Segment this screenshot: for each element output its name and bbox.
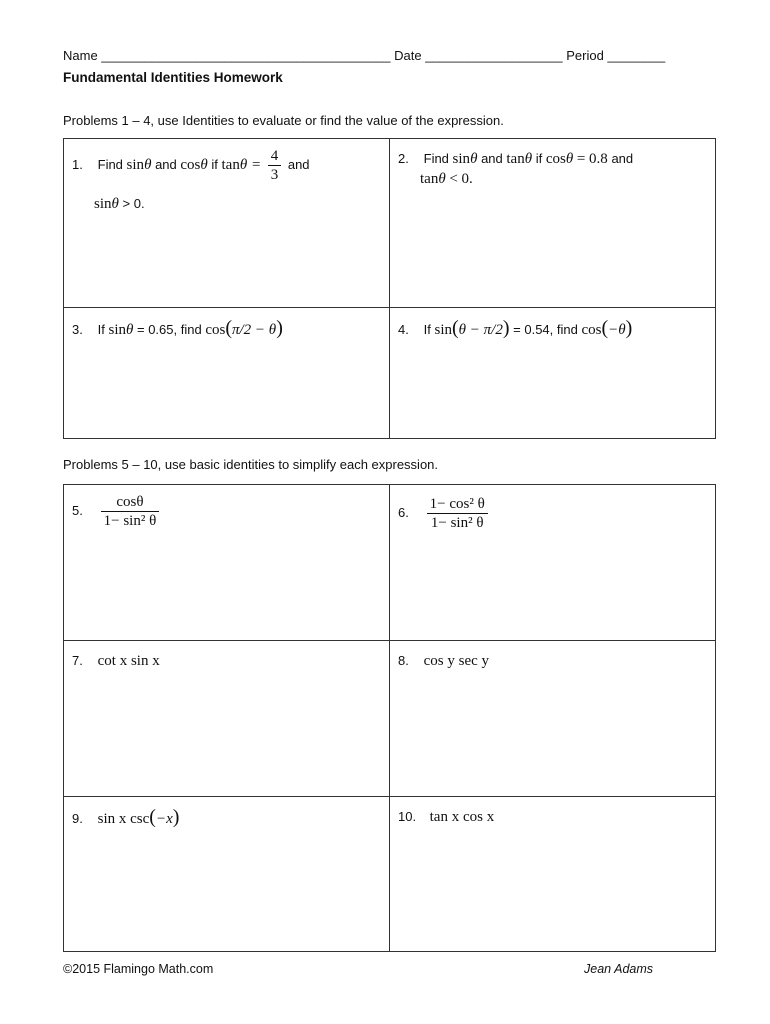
date-blank[interactable]: ___________________ — [425, 48, 563, 63]
period-label: Period — [566, 48, 604, 63]
problem-2-number: 2. — [398, 151, 409, 166]
problem-4-cell — [390, 308, 716, 439]
problem-2-tan: tan — [506, 151, 525, 167]
problem-9-argument: −x — [155, 811, 173, 827]
problem-5-denominator: 1− sin² θ — [103, 513, 157, 529]
author-name: Jean Adams — [584, 962, 654, 976]
copyright-text: ©2015 Flamingo Math.com — [63, 962, 214, 976]
problem-1-sin: sin — [126, 156, 145, 173]
problem-6-fraction — [427, 495, 488, 532]
problem-6-number: 6. — [398, 504, 409, 520]
problem-7-number: 7. — [72, 653, 83, 668]
problem-4-rparen-2: ) — [625, 317, 633, 339]
problem-3-number: 3. — [72, 322, 83, 337]
problem-2-sin: sin — [452, 151, 471, 167]
problem-10-cell — [390, 797, 716, 952]
name-label: Name — [63, 48, 98, 63]
problem-1-if: if — [211, 156, 218, 172]
problem-1-tan: tan — [221, 156, 240, 173]
problem-2-theta-2: θ — [524, 151, 533, 167]
problem-1-theta-eq: θ = — [239, 156, 262, 173]
problem-3-lparen: ( — [225, 317, 232, 339]
fraction-numerator: 4 — [268, 147, 282, 166]
problem-3-rparen: ) — [276, 317, 283, 339]
date-label: Date — [394, 48, 422, 63]
problem-1-sin-2: sin — [94, 196, 112, 212]
problem-10-number: 10. — [398, 809, 417, 824]
problem-2-value: = 0.8 — [576, 151, 608, 167]
problem-1-condition: > 0. — [122, 196, 145, 211]
problem-7-cell — [64, 641, 390, 797]
problem-4-number: 4. — [398, 322, 409, 337]
problem-2-theta: θ — [470, 151, 478, 167]
problem-9-lparen: ( — [149, 806, 156, 828]
problem-1-theta-3: θ — [111, 196, 119, 212]
problem-5-numerator: cosθ — [101, 493, 160, 512]
problem-9-expression: sin x csc — [97, 811, 150, 827]
problem-1-theta: θ — [144, 156, 152, 173]
problem-9-rparen: ) — [172, 806, 180, 828]
name-blank[interactable]: ________________________________________ — [101, 48, 391, 63]
problem-2-condition: < 0. — [449, 171, 473, 187]
problem-5-number: 5. — [72, 502, 83, 518]
problem-7-expression: cot x sin x — [97, 653, 160, 669]
problem-6-cell — [390, 485, 716, 641]
problem-2-theta-4: θ — [438, 171, 446, 187]
problem-4-cos: cos — [581, 322, 602, 338]
problem-4-argument: θ − π/2 — [458, 322, 503, 338]
problem-2-and: and — [481, 151, 503, 166]
problem-2-cos: cos — [545, 151, 566, 167]
problem-3-theta: θ — [126, 322, 134, 338]
page-title: Fundamental Identities Homework — [63, 70, 283, 85]
problem-1-cell — [64, 139, 390, 308]
problem-4-lparen: ( — [452, 317, 459, 339]
problem-1-text: Find — [97, 156, 123, 172]
problem-3-sin: sin — [108, 322, 126, 338]
section1-grid — [63, 138, 716, 439]
problem-2-and-2: and — [611, 151, 634, 166]
period-blank[interactable]: ________ — [607, 48, 666, 63]
section2-grid — [63, 484, 716, 952]
problem-2-cell — [390, 139, 716, 308]
problem-1-and: and — [155, 156, 177, 172]
fraction-denominator: 3 — [270, 167, 279, 183]
section2-instruction: Problems 5 – 10, use basic identities to simplify each expression. — [63, 457, 439, 472]
problem-6-denominator: 1− sin² θ — [430, 515, 484, 531]
problem-4-argument-2: −θ — [608, 322, 626, 338]
section1-instruction: Problems 1 – 4, use Identities to evaluate or find the value of the expression. — [63, 113, 504, 128]
problem-2-tan-2: tan — [420, 171, 439, 187]
problem-1-fraction — [268, 147, 282, 184]
problem-1-cos: cos — [180, 156, 201, 173]
problem-8-number: 8. — [398, 653, 409, 668]
problem-8-expression: cos y sec y — [423, 653, 490, 669]
problem-4-sin: sin — [434, 322, 452, 338]
problem-10-expression: tan x cos x — [429, 809, 495, 825]
problem-1-and-2: and — [287, 156, 310, 172]
problem-2-theta-3: θ — [565, 151, 574, 167]
problem-9-number: 9. — [72, 811, 83, 826]
problem-3-cell — [64, 308, 390, 439]
problem-6-numerator: 1− cos² θ — [427, 495, 488, 514]
problem-1-theta-2: θ — [200, 156, 208, 173]
problem-4-text: = 0.54, find — [513, 322, 578, 337]
problem-2-if: if — [535, 151, 543, 166]
problem-5-cell — [64, 485, 390, 641]
problem-1-number: 1. — [72, 156, 83, 172]
problem-4-if: If — [423, 322, 431, 337]
problem-2-text: Find — [423, 151, 449, 166]
problem-3-text: = 0.65, find — [137, 322, 202, 337]
problem-3-argument: π/2 − θ — [232, 322, 277, 338]
problem-8-cell — [390, 641, 716, 797]
problem-9-cell — [64, 797, 390, 952]
problem-5-fraction — [101, 493, 160, 530]
problem-4-lparen-2: ( — [601, 317, 609, 339]
problem-3-cos: cos — [205, 322, 226, 338]
problem-4-rparen: ) — [502, 317, 510, 339]
problem-3-if: If — [97, 322, 105, 337]
student-info-line — [63, 48, 713, 63]
